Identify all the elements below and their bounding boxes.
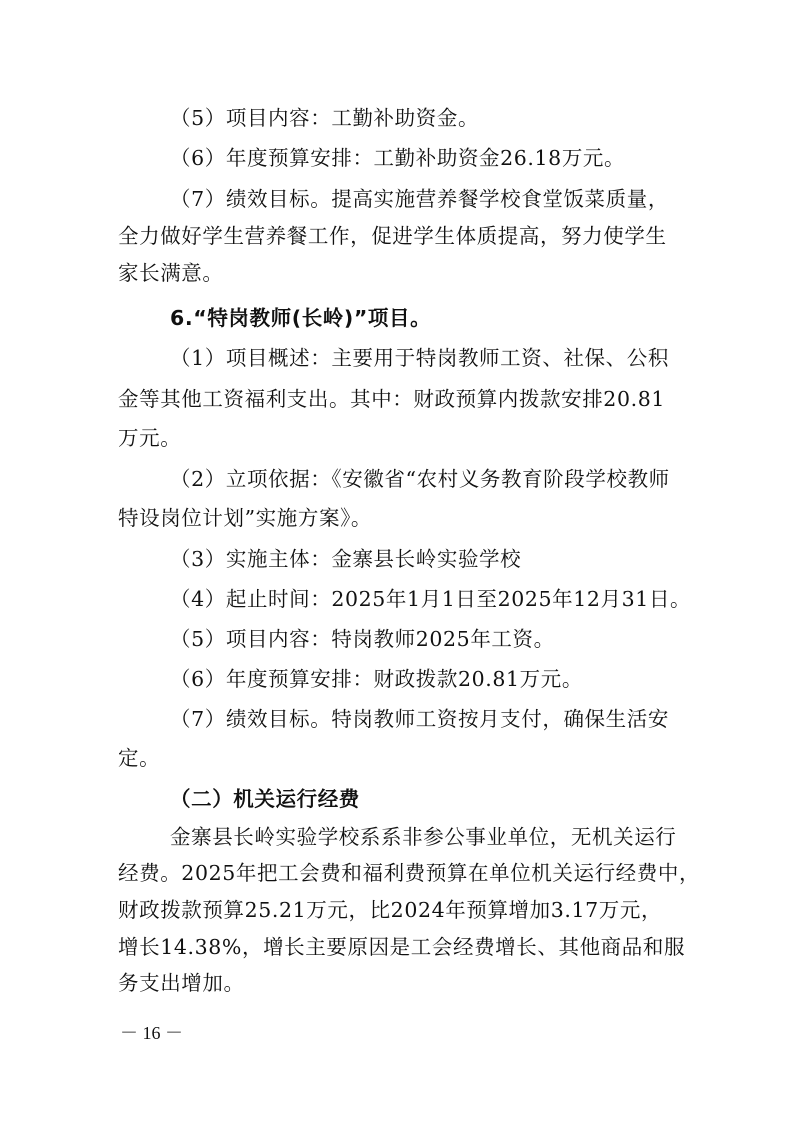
paragraph-line: （4）起止时间：2025年1月1日至2025年12月31日。 (170, 587, 692, 611)
paragraph-line: （7）绩效目标。特岗教师工资按月支付，确保生活安 (170, 707, 669, 731)
paragraph-line: （7）绩效目标。提高实施营养餐学校食堂饭菜质量， (170, 187, 669, 211)
paragraph-line: 定。 (118, 746, 161, 770)
section-heading: 6.“特岗教师(长岭)”项目。 (170, 306, 432, 330)
paragraph-line: 增长14.38%，增长主要原因是工会经费增长、其他商品和服 (118, 935, 686, 959)
paragraph-line: 金等其他工资福利支出。其中：财政预算内拨款安排20.81 (118, 387, 665, 411)
paragraph-line: 财政拨款预算25.21万元，比2024年预算增加3.17万元， (118, 898, 663, 922)
paragraph-line: 金寨县长岭实验学校系系非参公事业单位，无机关运行 (170, 825, 677, 849)
paragraph-line: 万元。 (118, 426, 182, 450)
paragraph-line: （6）年度预算安排：工勤补助资金26.18万元。 (170, 146, 626, 170)
paragraph-line: （3）实施主体：金寨县长岭实验学校 (170, 547, 522, 571)
paragraph-line: （5）项目内容：特岗教师2025年工资。 (170, 627, 555, 651)
paragraph-line: 家长满意。 (118, 261, 224, 285)
paragraph-line: （6）年度预算安排：财政拨款20.81万元。 (170, 667, 583, 691)
paragraph-line: （2）立项依据：《安徽省“农村义务教育阶段学校教师 (170, 467, 670, 491)
paragraph-line: 特设岗位计划”实施方案》。 (118, 506, 373, 530)
paragraph-line: 经费。2025年把工会费和福利费预算在单位机关运行经费中， (118, 861, 701, 885)
section-heading: （二）机关运行经费 (170, 787, 360, 811)
paragraph-line: 务支出增加。 (118, 971, 245, 995)
page-number: － 16 － (120, 1023, 183, 1043)
paragraph-line: （1）项目概述：主要用于特岗教师工资、社保、公积 (170, 346, 669, 370)
paragraph-line: （5）项目内容：工勤补助资金。 (170, 106, 480, 130)
paragraph-line: 全力做好学生营养餐工作，促进学生体质提高，努力使学生 (118, 224, 667, 248)
